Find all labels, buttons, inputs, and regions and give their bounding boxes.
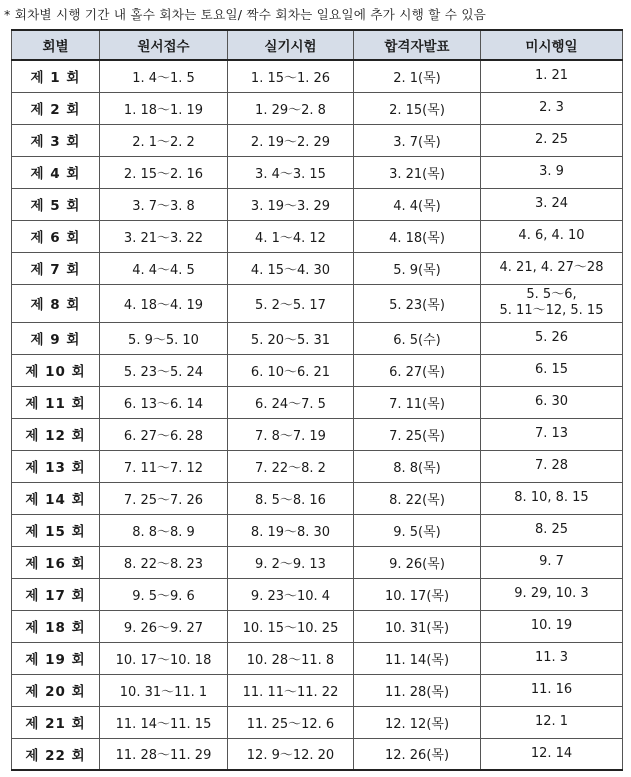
round-cell: 제 7 회 xyxy=(12,252,100,284)
table-row xyxy=(12,514,623,546)
exam-schedule-table xyxy=(11,29,623,771)
closed-day-line: 11. 16 xyxy=(530,682,573,697)
result-date-cell: 10. 31(목) xyxy=(354,610,481,642)
application-period-cell: 8. 8～8. 9 xyxy=(100,514,228,546)
table-row xyxy=(12,252,623,284)
application-period-cell: 6. 27～6. 28 xyxy=(100,418,228,450)
closed-days-cell xyxy=(481,188,623,220)
closed-day-line: 9. 7 xyxy=(539,554,564,569)
round-cell: 제 5 회 xyxy=(12,188,100,220)
closed-days-cell xyxy=(481,252,623,284)
exam-period-cell: 3. 19～3. 29 xyxy=(228,188,354,220)
result-date-cell: 11. 14(목) xyxy=(354,642,481,674)
table-row xyxy=(12,386,623,418)
table-row xyxy=(12,60,623,92)
application-period-cell: 7. 25～7. 26 xyxy=(100,482,228,514)
result-date-cell: 12. 26(목) xyxy=(354,738,481,770)
exam-period-cell: 2. 19～2. 29 xyxy=(228,124,354,156)
table-row xyxy=(12,546,623,578)
application-period-cell: 5. 9～5. 10 xyxy=(100,322,228,354)
round-cell: 제 22 회 xyxy=(12,738,100,770)
result-date-cell: 9. 5(목) xyxy=(354,514,481,546)
application-period-cell: 3. 21～3. 22 xyxy=(100,220,228,252)
closed-days-cell xyxy=(481,642,623,674)
exam-period-cell: 4. 15～4. 30 xyxy=(228,252,354,284)
schedule-note: * 회차별 시행 기간 내 홀수 회차는 토요일/ 짝수 회차는 일요일에 추가 시행 할 수 있음 xyxy=(4,7,487,22)
table-header-row xyxy=(12,30,623,60)
result-date-cell: 7. 25(목) xyxy=(354,418,481,450)
application-period-cell: 11. 28～11. 29 xyxy=(100,738,228,770)
table-row xyxy=(12,124,623,156)
exam-period-cell: 12. 9～12. 20 xyxy=(228,738,354,770)
application-period-cell: 9. 26～9. 27 xyxy=(100,610,228,642)
exam-period-cell: 9. 23～10. 4 xyxy=(228,578,354,610)
table-row xyxy=(12,482,623,514)
closed-day-line: 8. 25 xyxy=(534,522,569,537)
round-cell: 제 2 회 xyxy=(12,92,100,124)
closed-days-cell xyxy=(481,284,623,322)
result-date-cell: 6. 5(수) xyxy=(354,322,481,354)
closed-days-cell xyxy=(481,482,623,514)
result-date-cell: 4. 4(목) xyxy=(354,188,481,220)
table-row xyxy=(12,354,623,386)
closed-day-line: 8. 10, 8. 15 xyxy=(514,490,589,505)
result-date-cell: 6. 27(목) xyxy=(354,354,481,386)
exam-period-cell: 4. 1～4. 12 xyxy=(228,220,354,252)
exam-period-cell: 7. 8～7. 19 xyxy=(228,418,354,450)
closed-day-line: 12. 1 xyxy=(534,714,569,729)
closed-day-line: 1. 21 xyxy=(534,68,569,84)
closed-days-cell xyxy=(481,514,623,546)
application-period-cell: 11. 14～11. 15 xyxy=(100,706,228,738)
round-cell: 제 17 회 xyxy=(12,578,100,610)
exam-period-cell: 5. 20～5. 31 xyxy=(228,322,354,354)
round-cell: 제 20 회 xyxy=(12,674,100,706)
closed-day-line: 4. 6, 4. 10 xyxy=(518,228,585,243)
closed-day-line: 9. 29, 10. 3 xyxy=(514,586,589,601)
result-date-cell: 5. 23(목) xyxy=(354,284,481,322)
closed-day-line: 3. 24 xyxy=(534,196,569,211)
table-row xyxy=(12,284,623,322)
exam-period-cell: 1. 15～1. 26 xyxy=(228,60,354,92)
round-cell: 제 1 회 xyxy=(12,60,100,92)
round-cell: 제 18 회 xyxy=(12,610,100,642)
closed-days-cell xyxy=(481,60,623,92)
application-period-cell: 8. 22～8. 23 xyxy=(100,546,228,578)
closed-day-line: 6. 30 xyxy=(534,394,569,409)
closed-days-cell xyxy=(481,738,623,770)
application-period-cell: 4. 18～4. 19 xyxy=(100,284,228,322)
closed-day-line: 5. 5～6, xyxy=(526,287,577,302)
closed-day-line: 3. 9 xyxy=(539,164,564,179)
closed-days-cell xyxy=(481,220,623,252)
closed-days-cell xyxy=(481,610,623,642)
round-cell: 제 4 회 xyxy=(12,156,100,188)
round-cell: 제 16 회 xyxy=(12,546,100,578)
exam-period-cell: 9. 2～9. 13 xyxy=(228,546,354,578)
round-cell: 제 13 회 xyxy=(12,450,100,482)
application-period-cell: 10. 31～11. 1 xyxy=(100,674,228,706)
closed-days-cell xyxy=(481,706,623,738)
closed-day-line: 11. 3 xyxy=(534,650,569,665)
closed-day-line: 5. 26 xyxy=(534,330,569,345)
table-row xyxy=(12,674,623,706)
exam-period-cell: 10. 15～10. 25 xyxy=(228,610,354,642)
result-date-cell: 7. 11(목) xyxy=(354,386,481,418)
exam-period-cell: 11. 25～12. 6 xyxy=(228,706,354,738)
round-cell: 제 10 회 xyxy=(12,354,100,386)
application-period-cell: 7. 11～7. 12 xyxy=(100,450,228,482)
closed-day-line: 2. 25 xyxy=(534,132,569,147)
closed-days-cell xyxy=(481,578,623,610)
application-period-cell: 9. 5～9. 6 xyxy=(100,578,228,610)
closed-days-cell xyxy=(481,674,623,706)
exam-period-cell: 10. 28～11. 8 xyxy=(228,642,354,674)
result-date-cell: 2. 15(목) xyxy=(354,92,481,124)
exam-period-cell: 6. 10～6. 21 xyxy=(228,354,354,386)
application-period-cell: 1. 4～1. 5 xyxy=(100,60,228,92)
exam-period-cell: 8. 5～8. 16 xyxy=(228,482,354,514)
table-row xyxy=(12,642,623,674)
exam-period-cell: 11. 11～11. 22 xyxy=(228,674,354,706)
result-date-cell: 3. 7(목) xyxy=(354,124,481,156)
table-row xyxy=(12,450,623,482)
application-period-cell: 1. 18～1. 19 xyxy=(100,92,228,124)
closed-day-line: 5. 11～12, 5. 15 xyxy=(499,303,604,318)
round-cell: 제 3 회 xyxy=(12,124,100,156)
result-date-cell: 4. 18(목) xyxy=(354,220,481,252)
exam-period-cell: 8. 19～8. 30 xyxy=(228,514,354,546)
table-body xyxy=(12,60,623,770)
round-cell: 제 8 회 xyxy=(12,284,100,322)
closed-days-cell xyxy=(481,124,623,156)
exam-period-cell: 5. 2～5. 17 xyxy=(228,284,354,322)
application-period-cell: 6. 13～6. 14 xyxy=(100,386,228,418)
closed-days-cell xyxy=(481,546,623,578)
result-date-cell: 8. 8(목) xyxy=(354,450,481,482)
table-row xyxy=(12,92,623,124)
closed-day-line: 7. 28 xyxy=(534,458,569,473)
closed-day-line: 10. 19 xyxy=(530,618,573,633)
table-row xyxy=(12,706,623,738)
result-date-cell: 8. 22(목) xyxy=(354,482,481,514)
application-period-cell: 3. 7～3. 8 xyxy=(100,188,228,220)
table-row xyxy=(12,418,623,450)
closed-days-cell xyxy=(481,322,623,354)
result-date-cell: 10. 17(목) xyxy=(354,578,481,610)
result-date-cell: 2. 1(목) xyxy=(354,60,481,92)
closed-day-line: 2. 3 xyxy=(539,100,564,115)
result-date-cell: 5. 9(목) xyxy=(354,252,481,284)
round-cell: 제 15 회 xyxy=(12,514,100,546)
application-period-cell: 5. 23～5. 24 xyxy=(100,354,228,386)
header-result-announcement: 합격자발표 xyxy=(354,30,481,60)
header-application: 원서접수 xyxy=(100,30,228,60)
result-date-cell: 11. 28(목) xyxy=(354,674,481,706)
round-cell: 제 21 회 xyxy=(12,706,100,738)
closed-day-line: 7. 13 xyxy=(534,426,569,441)
closed-days-cell xyxy=(481,450,623,482)
header-round: 회별 xyxy=(12,30,100,60)
application-period-cell: 4. 4～4. 5 xyxy=(100,252,228,284)
closed-day-line: 12. 14 xyxy=(530,745,573,761)
table-row xyxy=(12,610,623,642)
result-date-cell: 9. 26(목) xyxy=(354,546,481,578)
closed-days-cell xyxy=(481,156,623,188)
closed-days-cell xyxy=(481,418,623,450)
application-period-cell: 2. 15～2. 16 xyxy=(100,156,228,188)
exam-period-cell: 1. 29～2. 8 xyxy=(228,92,354,124)
result-date-cell: 3. 21(목) xyxy=(354,156,481,188)
application-period-cell: 10. 17～10. 18 xyxy=(100,642,228,674)
exam-period-cell: 7. 22～8. 2 xyxy=(228,450,354,482)
header-practical-exam: 실기시험 xyxy=(228,30,354,60)
table-row xyxy=(12,188,623,220)
table-row xyxy=(12,322,623,354)
closed-days-cell xyxy=(481,92,623,124)
table-row xyxy=(12,220,623,252)
round-cell: 제 11 회 xyxy=(12,386,100,418)
exam-period-cell: 6. 24～7. 5 xyxy=(228,386,354,418)
application-period-cell: 2. 1～2. 2 xyxy=(100,124,228,156)
header-closed-days: 미시행일 xyxy=(481,30,623,60)
round-cell: 제 12 회 xyxy=(12,418,100,450)
closed-days-cell xyxy=(481,354,623,386)
closed-days-cell xyxy=(481,386,623,418)
exam-period-cell: 3. 4～3. 15 xyxy=(228,156,354,188)
table-row xyxy=(12,578,623,610)
result-date-cell: 12. 12(목) xyxy=(354,706,481,738)
table-row xyxy=(12,156,623,188)
closed-day-line: 4. 21, 4. 27～28 xyxy=(499,260,604,275)
table-row xyxy=(12,738,623,770)
round-cell: 제 9 회 xyxy=(12,322,100,354)
closed-day-line: 6. 15 xyxy=(534,362,569,377)
round-cell: 제 6 회 xyxy=(12,220,100,252)
round-cell: 제 14 회 xyxy=(12,482,100,514)
round-cell: 제 19 회 xyxy=(12,642,100,674)
